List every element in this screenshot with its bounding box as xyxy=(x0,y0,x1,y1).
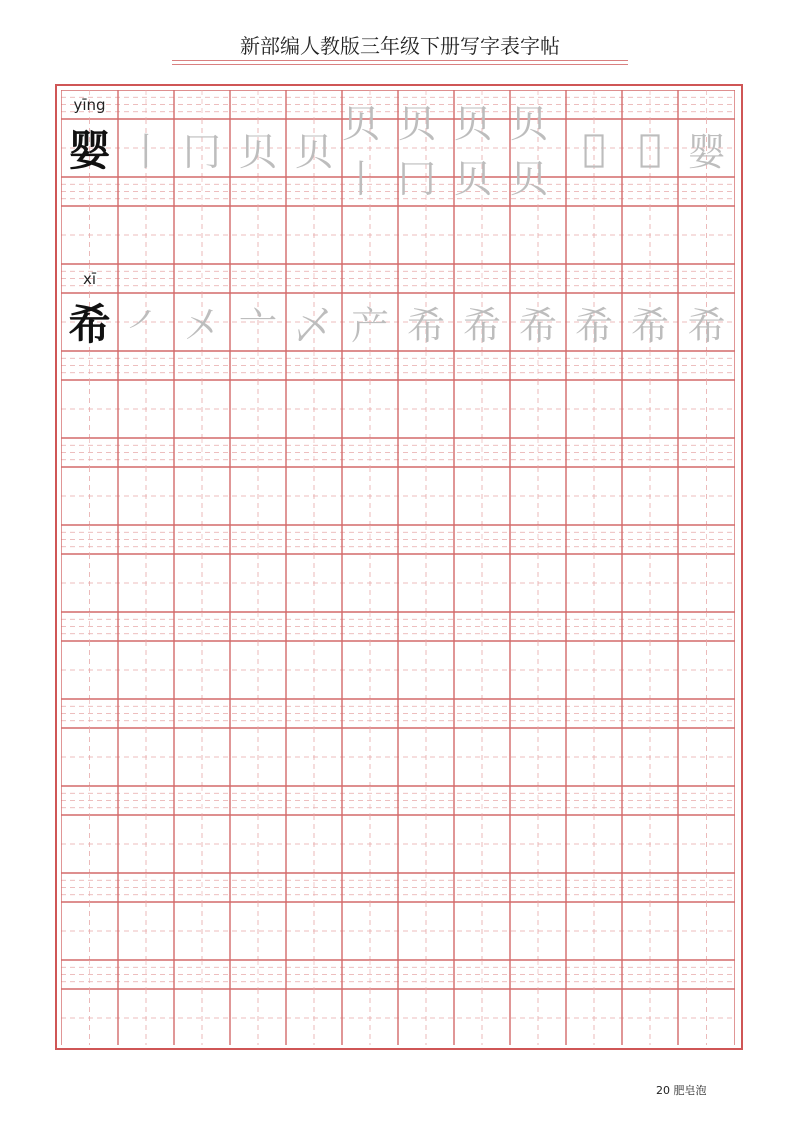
stroke-step: ㇒ xyxy=(126,303,165,348)
stroke-step: 希 xyxy=(462,303,501,348)
character-row-2 xyxy=(61,264,735,351)
stroke-step: 𫝀 xyxy=(582,126,606,170)
stroke-step: 婴 xyxy=(687,129,726,174)
stroke-step: 贝贝 xyxy=(454,102,493,201)
stroke-step: 贝丨 xyxy=(342,102,381,201)
page-number: 20 xyxy=(656,1084,670,1097)
lesson-title: 肥皂泡 xyxy=(673,1084,707,1097)
page-footer xyxy=(656,1082,707,1098)
stroke-step: 贝 xyxy=(238,129,277,174)
stroke-step: 产 xyxy=(350,303,389,348)
stroke-step: 希 xyxy=(518,303,557,348)
stroke-step: 㐅 xyxy=(182,303,221,348)
stroke-step: 希 xyxy=(406,303,445,348)
model-character: 希 xyxy=(68,300,111,349)
stroke-step: 𫝀 xyxy=(638,126,662,170)
stroke-step: 希 xyxy=(630,303,669,348)
stroke-step: 贝 xyxy=(294,129,333,174)
practice-grid xyxy=(61,90,735,1045)
stroke-step: 贝贝 xyxy=(510,102,549,201)
stroke-step: 希 xyxy=(574,303,613,348)
stroke-step: 乄 xyxy=(294,303,333,348)
stroke-step: 丨 xyxy=(126,129,165,174)
title-rule-top xyxy=(172,60,628,61)
grid-lines xyxy=(61,90,735,1045)
stroke-step: 希 xyxy=(687,303,726,348)
character-row-1 xyxy=(61,90,735,201)
stroke-step: 亠 xyxy=(238,303,277,348)
stroke-step: 冂 xyxy=(182,129,221,174)
title-rule-bottom xyxy=(172,64,628,65)
model-character: 婴 xyxy=(68,126,111,175)
pinyin-label: xī xyxy=(82,269,97,288)
stroke-step: 贝冂 xyxy=(398,102,437,201)
page-title: 新部编人教版三年级下册写字表字帖 xyxy=(240,34,560,58)
pinyin-label: yīng xyxy=(73,95,106,114)
